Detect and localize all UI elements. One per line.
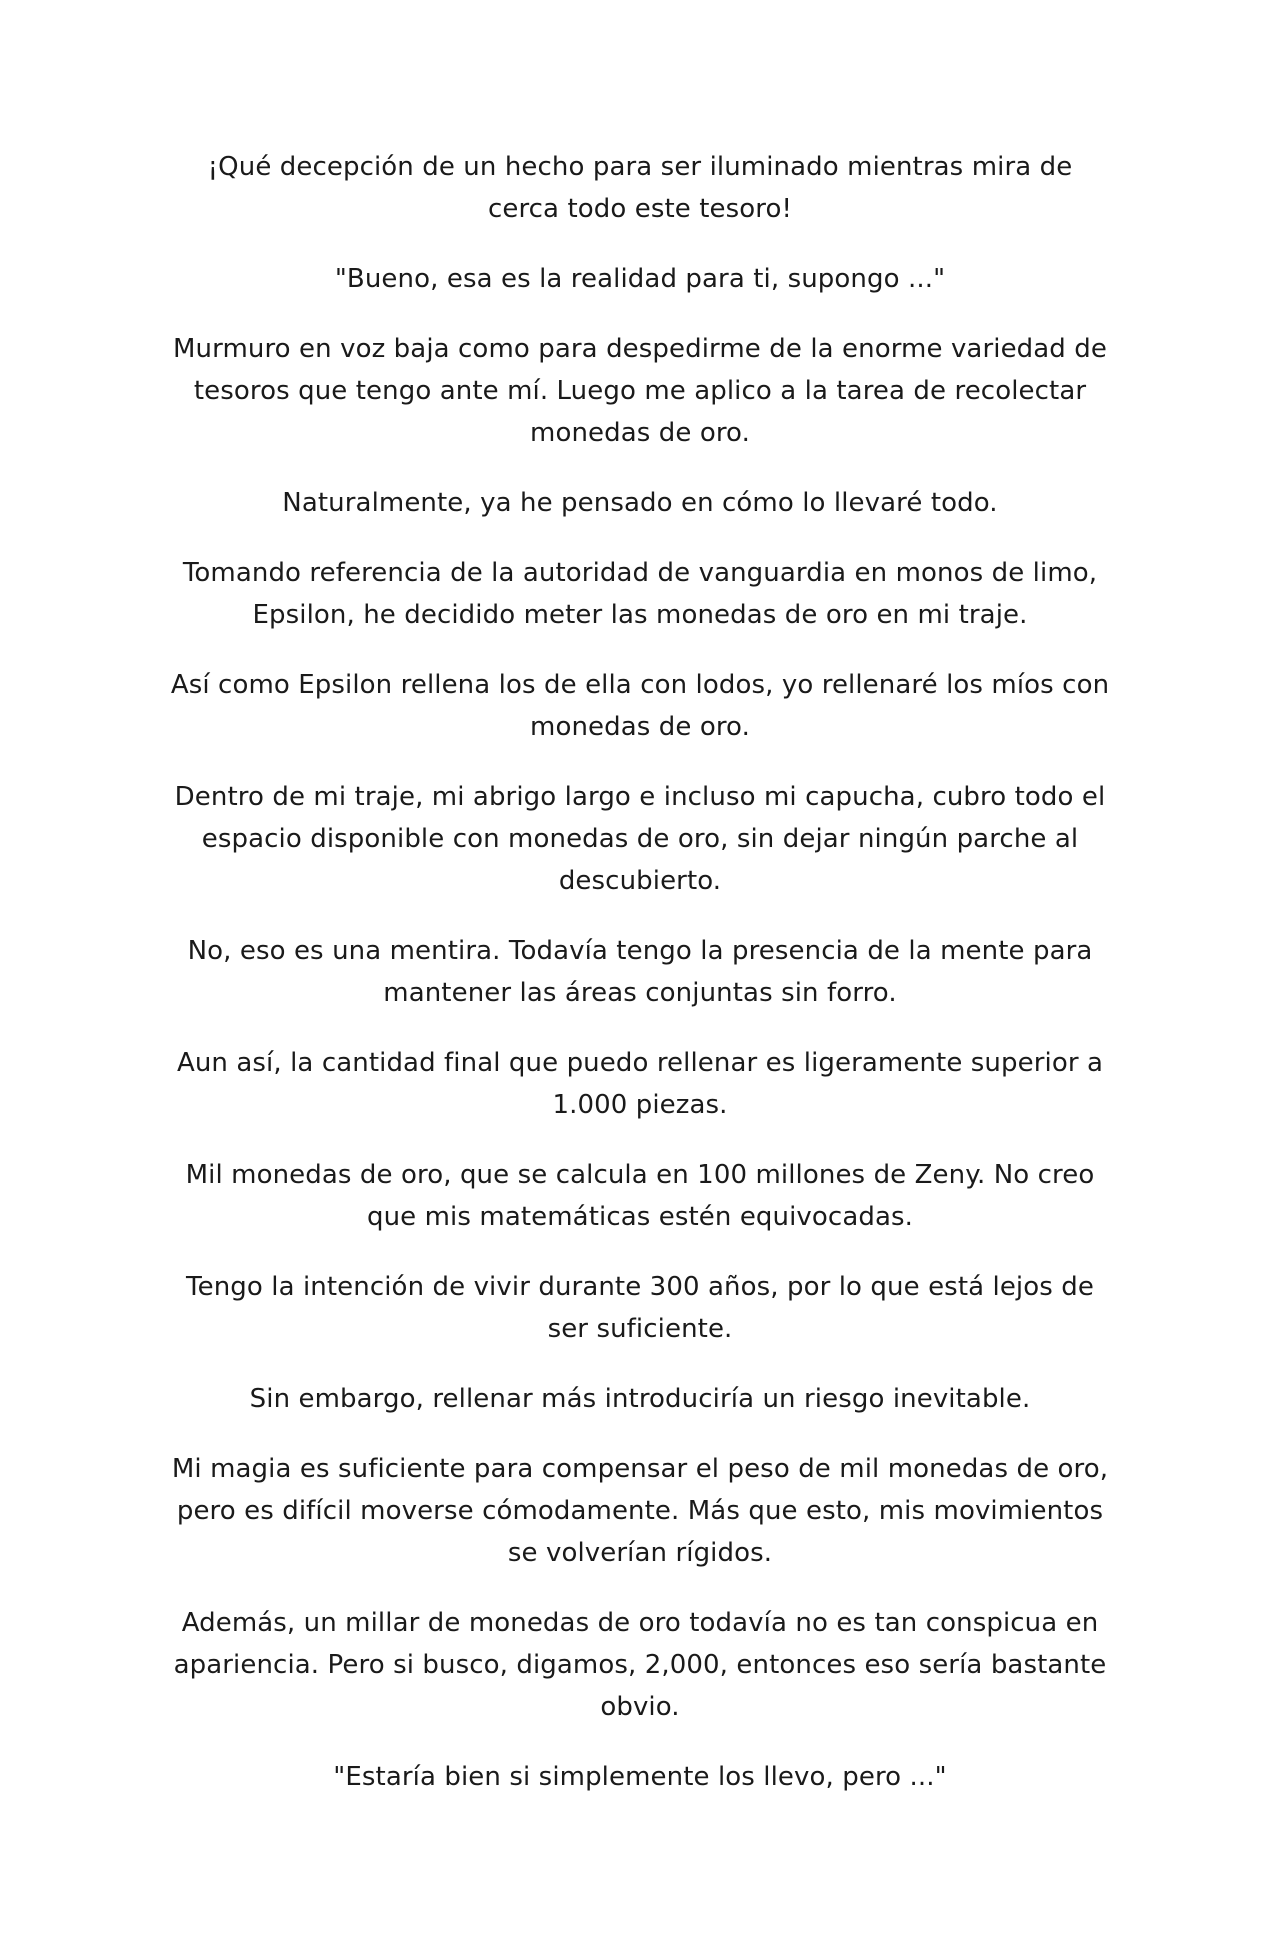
paragraph-15: "Estaría bien si simplemente los llevo, pero ..." — [333, 1762, 947, 1792]
paragraph-8: No, eso es una mentira. Todavía tengo la presencia de la mente para mantener las áreas conjuntas sin forro. — [187, 936, 1093, 1008]
paragraph-10: Mil monedas de oro, que se calcula en 100 millones de Zeny. No creo que mis matemáticas estén equivocadas. — [185, 1160, 1095, 1232]
paragraph-2: "Bueno, esa es la realidad para ti, supongo ..." — [334, 264, 946, 294]
paragraph-14: Además, un millar de monedas de oro todavía no es tan conspicua en apariencia. Pero si busco, digamos, 2,000, entonces eso sería bastante obvio. — [173, 1608, 1107, 1722]
paragraph-6: Así como Epsilon rellena los de ella con lodos, yo rellenaré los míos con monedas de oro. — [170, 670, 1110, 742]
paragraph-11: Tengo la intención de vivir durante 300 años, por lo que está lejos de ser suficiente. — [186, 1272, 1094, 1344]
paragraph-7: Dentro de mi traje, mi abrigo largo e incluso mi capucha, cubro todo el espacio disponible con monedas de oro, sin dejar ningún parche al descubierto. — [174, 782, 1106, 896]
paragraph-12: Sin embargo, rellenar más introduciría un riesgo inevitable. — [249, 1384, 1031, 1414]
paragraph-9: Aun así, la cantidad final que puedo rellenar es ligeramente superior a 1.000 piezas. — [176, 1048, 1104, 1120]
paragraph-13: Mi magia es suficiente para compensar el peso de mil monedas de oro, pero es difícil moverse cómodamente. Más que esto, mis movimientos se volverían rígidos. — [171, 1454, 1109, 1568]
paragraph-4: Naturalmente, ya he pensado en cómo lo llevaré todo. — [282, 488, 998, 518]
paragraph-5: Tomando referencia de la autoridad de vanguardia en monos de limo, Epsilon, he decidido meter las monedas de oro en mi traje. — [182, 558, 1098, 630]
text-column — [170, 146, 1110, 1826]
paragraph-1: ¡Qué decepción de un hecho para ser iluminado mientras mira de cerca todo este tesoro! — [207, 152, 1073, 224]
paragraph-3: Murmuro en voz baja como para despedirme de la enorme variedad de tesoros que tengo ante mí. Luego me aplico a la tarea de recolectar monedas de oro. — [173, 334, 1107, 448]
